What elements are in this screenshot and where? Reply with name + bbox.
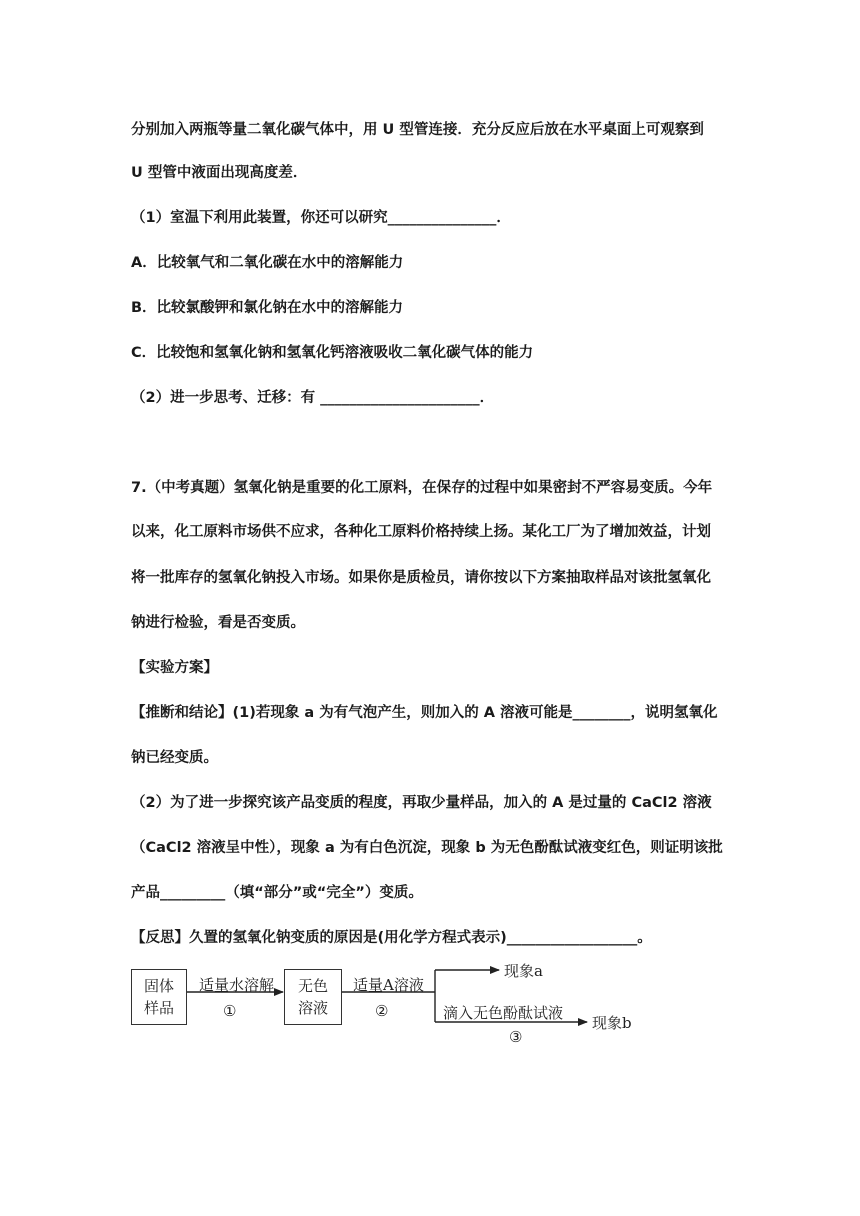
result-a: 现象a [504,962,543,980]
reflection-line: 【反思】久置的氢氧化钠变质的原因是(用化学方程式表示)__________________。 [131,930,652,946]
solid-sample-box [131,969,187,1025]
step2-label: 适量A溶液 [353,976,424,994]
step2-number: ② [375,1002,389,1020]
box-text: 固体 [143,977,174,995]
text-line: 以来，化工原料市场供不应求，各种化工原料价格持续上扬。某化工厂为了增加效益，计划 [131,524,711,540]
question-1: （1）室温下利用此装置，你还可以研究_______________． [131,210,511,226]
step1-label: 适量水溶解 [199,976,275,994]
experiment-flow-diagram [131,964,651,1048]
result-b: 现象b [592,1014,632,1032]
colorless-solution-box [284,969,342,1025]
option-b: B．比较氯酸钾和氯化钠在水中的溶解能力 [131,300,404,316]
text-line: 产品_________（填“部分”或“完全”）变质。 [131,885,423,901]
question-2: （2）进一步思考、迁移：有 ______________________． [131,390,495,406]
text-line: 钠进行检验，看是否变质。 [131,615,305,631]
step3-label: 滴入无色酚酞试液 [443,1004,564,1022]
text-line: （2）为了进一步探究该产品变质的程度，再取少量样品，加入的 A 是过量的 CaCl2 溶液 [131,795,712,811]
step1-number: ① [223,1002,237,1020]
question-7: 7.（中考真题）氢氧化钠是重要的化工原料，在保存的过程中如果密封不严容易变质。今年 [131,480,713,496]
box-text: 无色 [297,977,328,995]
text-line: 钠已经变质。 [131,750,218,766]
step3-number: ③ [509,1028,523,1046]
option-c: C．比较饱和氢氧化钠和氢氧化钙溶液吸收二氧化碳气体的能力 [131,345,534,361]
box-text: 样品 [143,999,174,1017]
section-heading: 【实验方案】 [131,660,218,676]
option-a: A．比较氧气和二氧化碳在水中的溶解能力 [131,255,404,271]
text-line: （CaCl2 溶液呈中性），现象 a 为有白色沉淀，现象 b 为无色酚酞试液变红色，则证明该批 [131,840,723,856]
box-text: 溶液 [297,999,328,1017]
text-line: U 型管中液面出现高度差． [131,165,308,181]
text-line: 将一批库存的氢氧化钠投入市场。如果你是质检员，请你按以下方案抽取样品对该批氢氧化 [131,570,711,586]
text-line: 分别加入两瓶等量二氧化碳气体中，用 U 型管连接．充分反应后放在水平桌面上可观察到 [131,122,704,138]
text-line: 【推断和结论】(1)若现象 a 为有气泡产生，则加入的 A 溶液可能是________，说明氢氧化 [131,705,718,721]
